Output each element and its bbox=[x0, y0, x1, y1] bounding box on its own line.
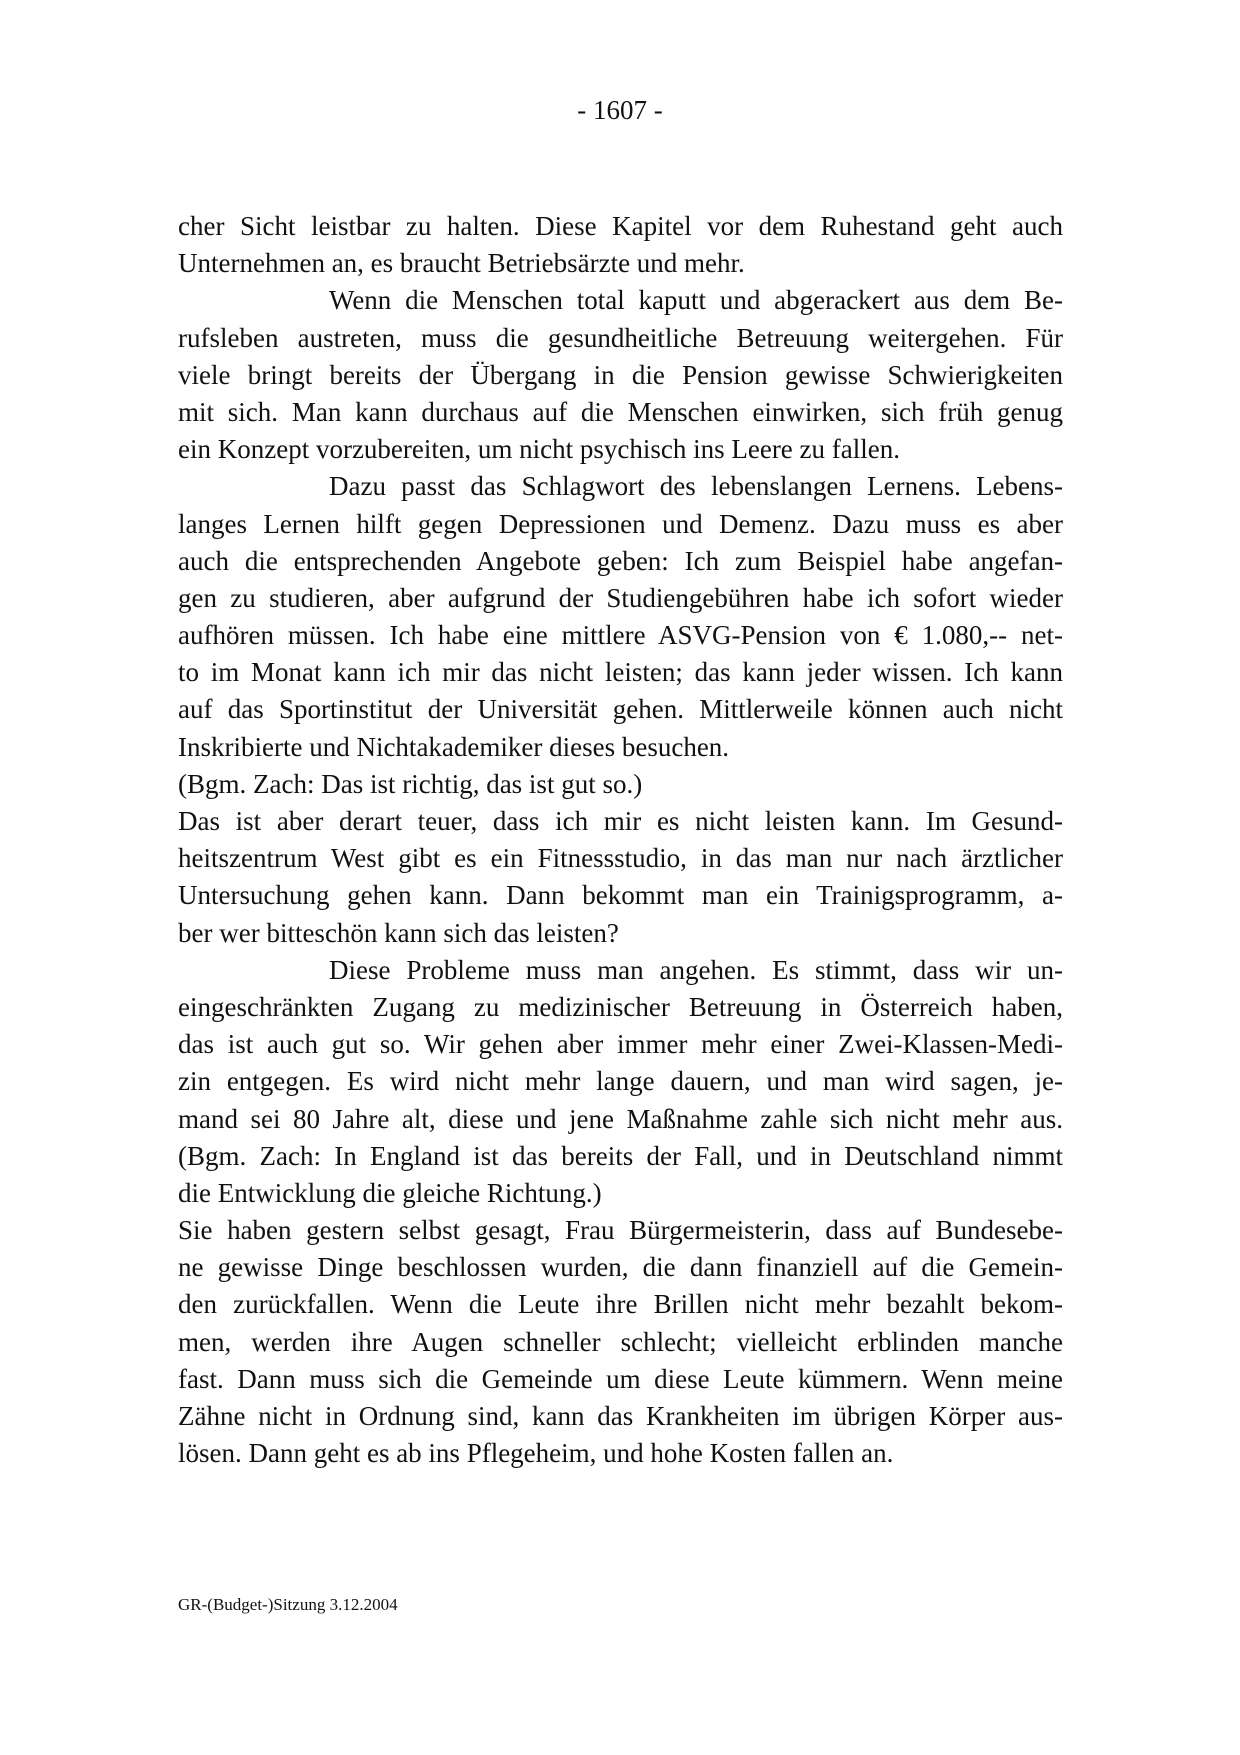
body-text bbox=[178, 208, 1063, 1472]
text-line: Diese Probleme muss man angehen. Es stimmt, dass wir un- bbox=[329, 954, 1063, 985]
page-number: - 1607 - bbox=[577, 95, 663, 125]
text-line: auf das Sportinstitut der Universität gehen. Mittlerweile können auch nicht bbox=[178, 694, 1063, 725]
text-line: mand sei 80 Jahre alt, diese und jene Maßnahme zahle sich nicht mehr aus. bbox=[178, 1103, 1063, 1134]
text-line: viele bringt bereits der Übergang in die Pension gewisse Schwierigkeiten bbox=[178, 359, 1063, 390]
text-line: Unternehmen an, es braucht Betriebsärzte und mehr. bbox=[178, 248, 745, 279]
text-line: (Bgm. Zach: In England ist das bereits der Fall, und in Deutschland nimmt bbox=[178, 1140, 1063, 1171]
text-line: langes Lernen hilft gegen Depressionen und Demenz. Dazu muss es aber bbox=[178, 508, 1063, 539]
page-footer: GR-(Budget-)Sitzung 3.12.2004 bbox=[178, 1595, 398, 1614]
text-line: lösen. Dann geht es ab ins Pflegeheim, und hohe Kosten fallen an. bbox=[178, 1438, 894, 1469]
text-line: men, werden ihre Augen schneller schlecht; vielleicht erblinden manche bbox=[178, 1326, 1063, 1357]
text-line: aufhören müssen. Ich habe eine mittlere ASVG-Pension von € 1.080,-- net- bbox=[178, 620, 1063, 651]
text-line: Das ist aber derart teuer, dass ich mir es nicht leisten kann. Im Gesund- bbox=[178, 806, 1063, 836]
text-line: auch die entsprechenden Angebote geben: Ich zum Beispiel habe angefan- bbox=[178, 545, 1063, 576]
text-line: Wenn die Menschen total kaputt und abgerackert aus dem Be- bbox=[329, 285, 1063, 316]
text-line: ber wer bitteschön kann sich das leisten? bbox=[178, 917, 619, 948]
text-line: Inskribierte und Nichtakademiker dieses besuchen. bbox=[178, 731, 730, 762]
text-line: Dazu passt das Schlagwort des lebenslangen Lernens. Lebens- bbox=[329, 471, 1063, 502]
text-line: mit sich. Man kann durchaus auf die Menschen einwirken, sich früh genug bbox=[178, 396, 1063, 427]
text-line: Zähne nicht in Ordnung sind, kann das Krankheiten im übrigen Körper aus- bbox=[178, 1401, 1063, 1431]
text-line: heitszentrum West gibt es ein Fitnessstudio, in das man nur nach ärztlicher bbox=[178, 843, 1063, 874]
text-line: Untersuchung gehen kann. Dann bekommt man ein Trainigsprogramm, a- bbox=[178, 880, 1063, 911]
text-line: Sie haben gestern selbst gesagt, Frau Bürgermeisterin, dass auf Bundesebe- bbox=[178, 1215, 1063, 1246]
text-line: cher Sicht leistbar zu halten. Diese Kapitel vor dem Ruhestand geht auch bbox=[178, 211, 1063, 241]
text-line: rufsleben austreten, muss die gesundheitliche Betreuung weitergehen. Für bbox=[178, 322, 1063, 353]
text-line: to im Monat kann ich mir das nicht leisten; das kann jeder wissen. Ich kann bbox=[178, 657, 1063, 688]
text-line: gen zu studieren, aber aufgrund der Studiengebühren habe ich sofort wieder bbox=[178, 582, 1063, 613]
text-line: zin entgegen. Es wird nicht mehr lange dauern, und man wird sagen, je- bbox=[178, 1066, 1063, 1097]
text-line: das ist auch gut so. Wir gehen aber immer mehr einer Zwei-Klassen-Medi- bbox=[178, 1029, 1063, 1060]
text-line: die Entwicklung die gleiche Richtung.) bbox=[178, 1177, 602, 1208]
text-line: den zurückfallen. Wenn die Leute ihre Brillen nicht mehr bezahlt bekom- bbox=[178, 1289, 1063, 1320]
text-line: ne gewisse Dinge beschlossen wurden, die dann finanziell auf die Gemein- bbox=[178, 1252, 1063, 1283]
text-line: fast. Dann muss sich die Gemeinde um diese Leute kümmern. Wenn meine bbox=[178, 1363, 1063, 1394]
text-line: ein Konzept vorzubereiten, um nicht psychisch ins Leere zu fallen. bbox=[178, 434, 900, 465]
text-line: (Bgm. Zach: Das ist richtig, das ist gut so.) bbox=[178, 768, 643, 799]
text-line: eingeschränkten Zugang zu medizinischer Betreuung in Österreich haben, bbox=[178, 991, 1063, 1022]
